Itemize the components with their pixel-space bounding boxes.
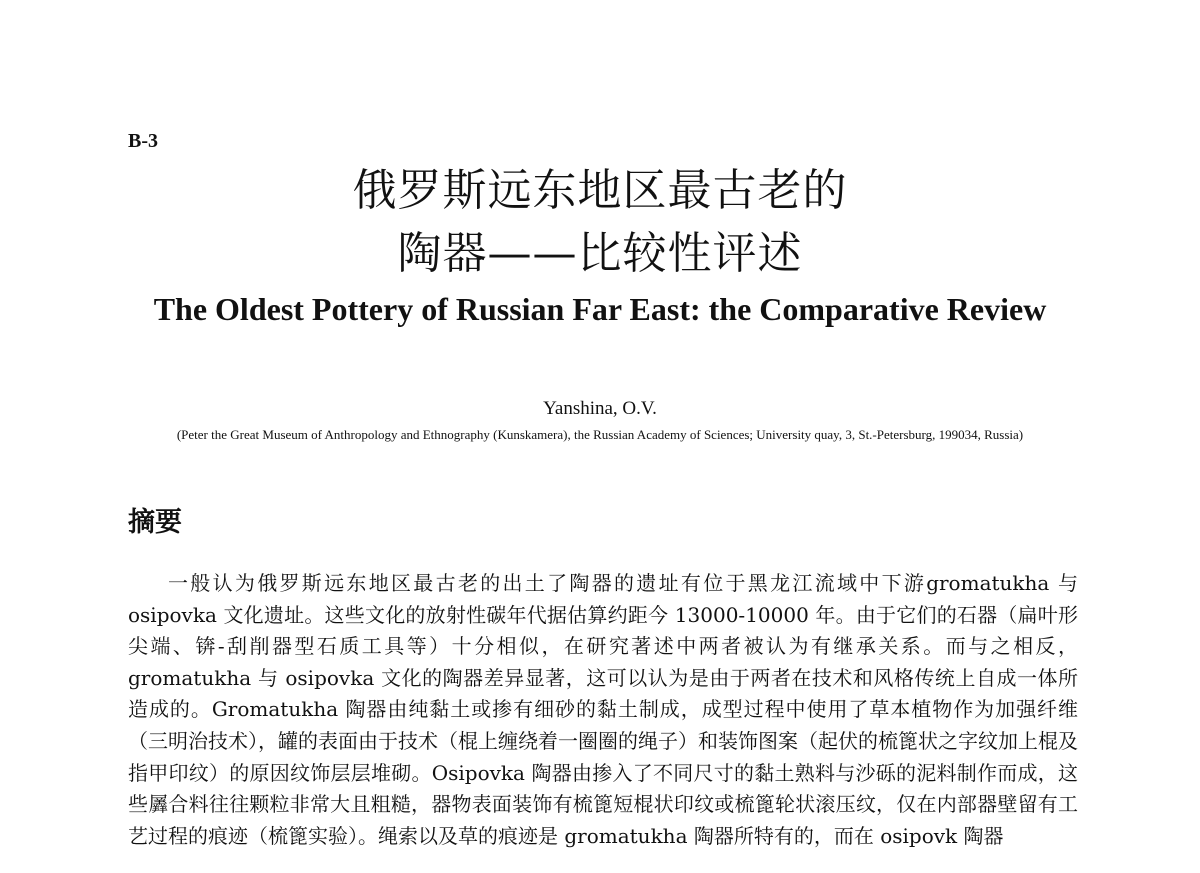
author-name: Yanshina, O.V. [543,398,657,419]
title-chinese-line-2: 陶器——比较性评述 [397,228,803,279]
title-chinese-line-1: 俄罗斯远东地区最古老的 [352,165,848,216]
author-affiliation: (Peter the Great Museum of Anthropology and Ethnography (Kunskamera), the Russian Academy of Sciences; University quay, 3, St.-Petersburg, 199034, Russia) [176,427,1024,442]
section-code: B-3 [128,130,158,152]
abstract-heading: 摘要 [128,507,182,538]
abstract-body: 一般认为俄罗斯远东地区最古老的出土了陶器的遗址有位于黑龙江流域中下游gromatukha 与 osipovka 文化遗址。这些文化的放射性碳年代据估算约距今 13000-10000 年。由于它们的石器（扁叶形尖端、锛-刮削器型石质工具等）十分相似，在研究著述中两者被认为有继承关系。而与之相反，gromatukha 与 osipovka 文化的陶器差异显著，这可以认为是由于两者在技术和风格传统上自成一体所造成的。Gromatukha 陶器由纯黏土或掺有细砂的黏土制成，成型过程中使用了草本植物作为加强纤维（三明治技术），罐的表面由于技术（棍上缠绕着一圈圈的绳子）和装饰图案（起伏的梳篦状之字纹加上棍及指甲印纹）的原因纹饰层层堆砌。Osipovka 陶器由掺入了不同尺寸的黏土熟料与沙砾的泥料制作而成，这些羼合料往往颗粒非常大且粗糙，器物表面装饰有梳篦短棍状印纹或梳篦轮状滚压纹，仅在内部器壁留有工艺过程的痕迹（梳篦实验）。绳索以及草的痕迹是 gromatukha 陶器所特有的，而在 osipovk 陶器 [128,571,1078,848]
title-english: The Oldest Pottery of Russian Far East: the Comparative Review [153,291,1047,327]
